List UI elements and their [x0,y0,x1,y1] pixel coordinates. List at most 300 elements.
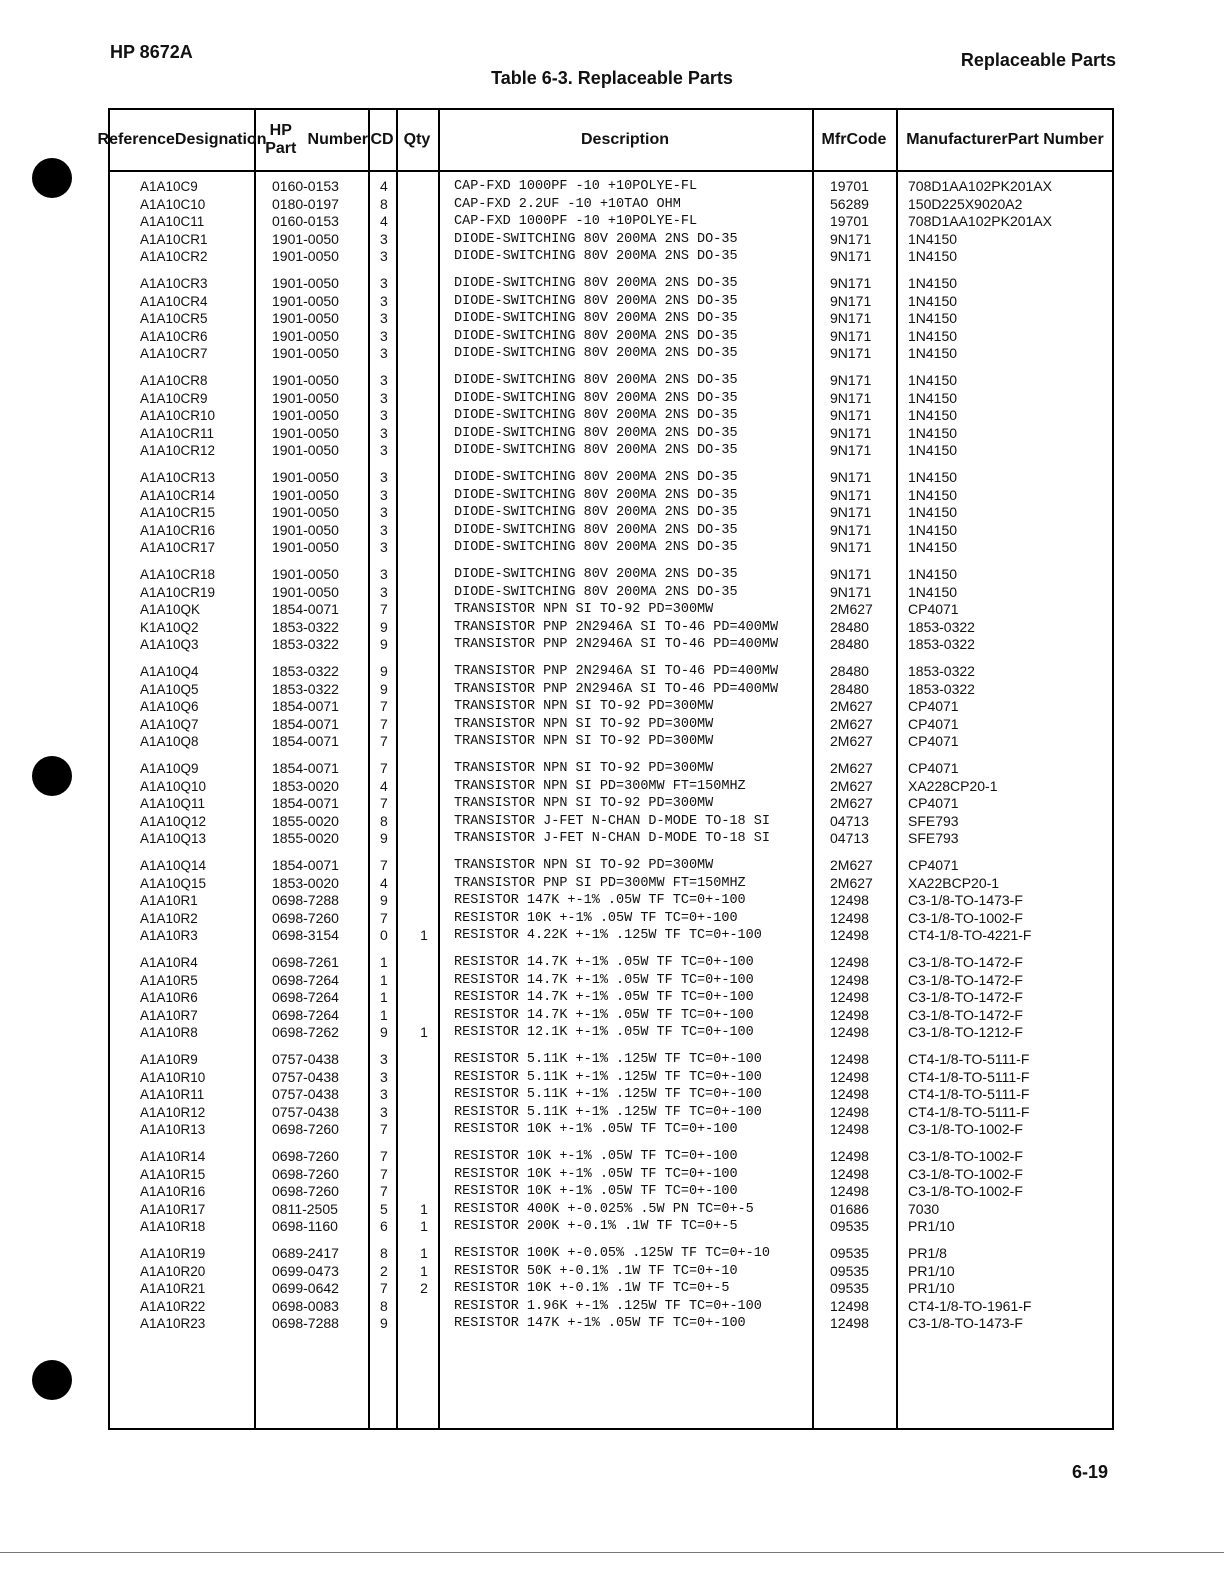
mfr-code-cell: 56289 [830,195,869,212]
description-cell: DIODE-SWITCHING 80V 200MA 2NS DO-35 [454,522,738,538]
table-row [110,275,1112,293]
ref-designation-cell: A1A10R18 [140,1219,206,1235]
description-cell: DIODE-SWITCHING 80V 200MA 2NS DO-35 [454,567,738,582]
hp-part-number-cell: 1855-0020 [272,812,339,829]
mfr-part-number-cell: C3-1/8-TO-1473-F [908,892,1023,909]
table-row [110,407,1112,425]
mfr-code-cell: 9N171 [830,583,872,600]
hp-part-number-cell: 0698-7264 [272,1006,339,1023]
table-row [110,1069,1112,1087]
description-cell: RESISTOR 200K +-0.1% .1W TF TC=0+-5 [454,1219,738,1235]
section-header: Replaceable Parts [960,50,1116,70]
mfr-code-cell: 09535 [830,1280,869,1297]
ref-designation-cell: A1A10Q5 [140,681,199,697]
table-row [110,1086,1112,1104]
quantity-cell: 1 [420,1245,428,1261]
check-digit-cell: 4 [380,178,388,194]
table-row [110,1201,1112,1219]
check-digit-cell: 9 [380,663,388,679]
table-row [110,1148,1112,1166]
mfr-part-number-cell: CT4-1/8-TO-4221-F [908,927,1032,944]
ref-designation-cell: A1A10R17 [140,1201,206,1217]
quantity-cell: 2 [420,1280,428,1297]
table-row [110,328,1112,346]
table-row [110,813,1112,831]
hp-part-number-cell: 1901-0050 [272,248,339,265]
check-digit-cell: 7 [380,601,388,618]
mfr-part-number-cell: PR1/10 [908,1218,955,1235]
check-digit-cell: 3 [380,345,388,362]
mfr-code-cell: 19701 [830,178,869,194]
ref-designation-cell: A1A10Q10 [140,778,207,794]
mfr-code-cell: 9N171 [830,310,872,327]
mfr-part-number-cell: CP4071 [908,601,959,618]
hp-part-number-cell: 0699-0473 [272,1262,339,1279]
description-cell: CAP-FXD 1000PF -10 +10POLYE-FL [454,214,698,230]
ref-designation-cell: A1A10CR11 [140,425,215,441]
description-cell: RESISTOR 4.22K +-1% .125W TF TC=0+-100 [454,928,762,944]
mfr-part-number-cell: CP4071 [908,795,959,812]
table-row [110,875,1112,893]
mfr-part-number-cell: C3-1/8-TO-1002-F [908,909,1023,926]
check-digit-cell: 7 [380,1165,388,1182]
description-cell: TRANSISTOR NPN SI TO-92 PD=300MW [454,734,714,750]
check-digit-cell: 9 [380,636,388,653]
mfr-part-number-cell: CT4-1/8-TO-5111-F [908,1051,1030,1067]
ref-designation-cell: A1A10R19 [140,1246,206,1261]
description-cell: RESISTOR 12.1K +-1% .05W TF TC=0+-100 [454,1025,754,1041]
description-cell: RESISTOR 10K +-1% .05W TF TC=0+-100 [454,1122,738,1138]
ref-designation-cell: A1A10QK [140,602,201,618]
ref-designation-cell: A1A10CR4 [140,293,208,309]
check-digit-cell: 9 [380,680,388,697]
binder-hole [32,1360,72,1400]
check-digit-cell: 9 [380,618,388,635]
check-digit-cell: 3 [380,583,388,600]
ref-designation-cell: A1A10R1 [140,893,198,909]
hp-part-number-cell: 0757-0438 [272,1051,339,1067]
ref-designation-cell: A1A10CR19 [140,584,216,600]
hp-part-number-cell: 1901-0050 [272,424,339,441]
mfr-code-cell: 9N171 [830,566,872,582]
ref-designation-cell: A1A10CR14 [140,487,216,503]
table-row [110,1051,1112,1069]
ref-designation-cell: A1A10CR18 [140,567,216,582]
description-cell: RESISTOR 5.11K +-1% .125W TF TC=0+-100 [454,1104,762,1120]
table-row [110,857,1112,875]
mfr-code-cell: 9N171 [830,275,872,291]
mfr-part-number-cell: 1N4150 [908,521,958,538]
table-row [110,1121,1112,1139]
table-row [110,442,1112,460]
hp-part-number-cell: 1901-0050 [272,327,339,344]
check-digit-cell: 4 [380,213,388,230]
check-digit-cell: 7 [380,715,388,732]
table-row [110,972,1112,990]
description-cell: DIODE-SWITCHING 80V 200MA 2NS DO-35 [454,505,738,521]
hp-part-number-cell: 1853-0322 [272,680,339,697]
check-digit-cell: 7 [380,1148,388,1164]
check-digit-cell: 1 [380,954,388,970]
table-row [110,1280,1112,1298]
table-row [110,1166,1112,1184]
description-cell: RESISTOR 5.11K +-1% .125W TF TC=0+-100 [454,1052,762,1067]
table-row [110,716,1112,734]
hp-part-number-cell: 0698-7264 [272,971,339,988]
hp-part-number-cell: 0811-2505 [272,1200,338,1217]
check-digit-cell: 8 [380,195,388,212]
table-row [110,1218,1112,1236]
mfr-part-number-cell: CT4-1/8-TO-5111-F [908,1068,1030,1085]
description-cell: DIODE-SWITCHING 80V 200MA 2NS DO-35 [454,470,738,485]
mfr-part-number-cell: 1N4150 [908,372,958,388]
table-row [110,178,1112,196]
mfr-part-number-cell: 1N4150 [908,486,958,503]
table-row [110,989,1112,1007]
description-cell: TRANSISTOR NPN SI PD=300MW FT=150MHZ [454,778,746,794]
mfr-part-number-cell: 1853-0322 [908,636,975,653]
mfr-code-cell: 9N171 [830,539,872,556]
mfr-code-cell: 19701 [830,213,869,230]
mfr-part-number-cell: SFE793 [908,812,959,829]
table-row [110,196,1112,214]
hp-part-number-cell: 0698-7261 [272,954,339,970]
ref-designation-cell: A1A10R16 [140,1184,206,1200]
check-digit-cell: 4 [380,874,388,891]
description-cell: DIODE-SWITCHING 80V 200MA 2NS DO-35 [454,540,738,556]
check-digit-cell: 9 [380,1024,388,1041]
hp-part-number-cell: 1855-0020 [272,830,339,847]
ref-designation-cell: A1A10R4 [140,955,198,970]
hp-part-number-cell: 0160-0153 [272,178,339,194]
check-digit-cell: 1 [380,1006,388,1023]
ref-designation-cell: A1A10R8 [140,1025,198,1041]
hp-part-number-cell: 1901-0050 [272,275,339,291]
mfr-part-number-cell: 1N4150 [908,407,958,424]
col-header-reference: Reference Designation [97,131,267,148]
mfr-code-cell: 2M627 [830,760,873,776]
hp-part-number-cell: 0698-7288 [272,1315,339,1332]
check-digit-cell: 3 [380,539,388,556]
check-digit-cell: 3 [380,389,388,406]
check-digit-cell: 3 [380,424,388,441]
ref-designation-cell: A1A10CR6 [140,328,208,344]
hp-part-number-cell: 1854-0071 [272,795,339,812]
mfr-part-number-cell: 1N4150 [908,345,958,362]
table-row [110,636,1112,654]
hp-part-number-cell: 1901-0050 [272,389,339,406]
check-digit-cell: 0 [380,927,388,944]
check-digit-cell: 7 [380,698,388,715]
ref-designation-cell: A1A10C10 [140,196,206,212]
check-digit-cell: 3 [380,407,388,424]
table-row [110,213,1112,231]
table-row [110,1315,1112,1333]
description-cell: DIODE-SWITCHING 80V 200MA 2NS DO-35 [454,231,738,247]
description-cell: RESISTOR 14.7K +-1% .05W TF TC=0+-100 [454,955,754,970]
mfr-part-number-cell: 1N4150 [908,539,958,556]
mfr-part-number-cell: 150D225X9020A2 [908,195,1023,212]
ref-designation-cell: A1A10R7 [140,1007,198,1023]
check-digit-cell: 8 [380,812,388,829]
table-row [110,504,1112,522]
mfr-part-number-cell: CP4071 [908,733,959,750]
check-digit-cell: 3 [380,275,388,291]
ref-designation-cell: A1A10R22 [140,1298,206,1314]
description-cell: DIODE-SWITCHING 80V 200MA 2NS DO-35 [454,276,738,291]
table-row [110,1024,1112,1042]
hp-part-number-cell: 1901-0050 [272,345,339,362]
mfr-code-cell: 12498 [830,1068,869,1085]
ref-designation-cell: A1A10CR2 [140,249,208,265]
description-cell: TRANSISTOR J-FET N-CHAN D-MODE TO-18 SI [454,813,770,829]
ref-designation-cell: A1A10R3 [140,928,198,944]
description-cell: TRANSISTOR PNP 2N2946A SI TO-46 PD=400MW [454,619,779,635]
mfr-code-cell: 12498 [830,1086,869,1103]
hp-part-number-cell: 1901-0050 [272,407,339,424]
check-digit-cell: 7 [380,760,388,776]
mfr-code-cell: 12498 [830,892,869,909]
check-digit-cell: 3 [380,442,388,459]
mfr-part-number-cell: CP4071 [908,857,959,873]
hp-part-number-cell: 1901-0050 [272,292,339,309]
check-digit-cell: 3 [380,1103,388,1120]
table-row [110,539,1112,557]
table-row [110,954,1112,972]
check-digit-cell: 3 [380,486,388,503]
mfr-code-cell: 01686 [830,1200,869,1217]
hp-part-number-cell: 1901-0050 [272,442,339,459]
description-cell: TRANSISTOR NPN SI TO-92 PD=300MW [454,699,714,715]
ref-designation-cell: A1A10R20 [140,1263,206,1279]
check-digit-cell: 3 [380,230,388,247]
mfr-part-number-cell: C3-1/8-TO-1472-F [908,954,1023,970]
quantity-cell: 1 [420,1262,428,1279]
mfr-part-number-cell: 1853-0322 [908,618,975,635]
description-cell: TRANSISTOR NPN SI TO-92 PD=300MW [454,716,714,732]
mfr-part-number-cell: 708D1AA102PK201AX [908,178,1052,194]
ref-designation-cell: A1A10R12 [140,1104,206,1120]
quantity-cell: 1 [420,1200,428,1217]
ref-designation-cell: A1A10Q8 [140,734,199,750]
check-digit-cell: 6 [380,1218,388,1235]
mfr-code-cell: 9N171 [830,345,872,362]
mfr-code-cell: 2M627 [830,601,873,618]
mfr-code-cell: 2M627 [830,795,873,812]
hp-part-number-cell: 0757-0438 [272,1068,339,1085]
mfr-part-number-cell: 1853-0322 [908,680,975,697]
table-row [110,601,1112,619]
mfr-code-cell: 12498 [830,1121,869,1138]
mfr-code-cell: 28480 [830,636,869,653]
hp-part-number-cell: 0698-7264 [272,989,339,1006]
check-digit-cell: 7 [380,857,388,873]
ref-designation-cell: A1A10Q14 [140,858,207,873]
col-header-qty: Qty [403,131,431,148]
mfr-part-number-cell: CT4-1/8-TO-5111-F [908,1103,1030,1120]
mfr-part-number-cell: C3-1/8-TO-1472-F [908,1006,1023,1023]
hp-part-number-cell: 1853-0020 [272,874,339,891]
mfr-code-cell: 9N171 [830,372,872,388]
description-cell: TRANSISTOR NPN SI TO-92 PD=300MW [454,858,714,873]
mfr-code-cell: 9N171 [830,424,872,441]
check-digit-cell: 3 [380,1086,388,1103]
mfr-part-number-cell: 1N4150 [908,442,958,459]
mfr-code-cell: 12498 [830,1006,869,1023]
mfr-code-cell: 2M627 [830,715,873,732]
hp-part-number-cell: 1901-0050 [272,310,339,327]
description-cell: CAP-FXD 1000PF -10 +10POLYE-FL [454,179,698,194]
mfr-code-cell: 12498 [830,1297,869,1314]
table-row [110,231,1112,249]
quantity-cell: 1 [420,927,428,944]
description-cell: TRANSISTOR NPN SI TO-92 PD=300MW [454,761,714,776]
mfr-code-cell: 09535 [830,1262,869,1279]
check-digit-cell: 1 [380,971,388,988]
table-row [110,927,1112,945]
hp-part-number-cell: 0698-7288 [272,892,339,909]
mfr-part-number-cell: 1N4150 [908,327,958,344]
mfr-part-number-cell: PR1/10 [908,1262,955,1279]
description-cell: RESISTOR 400K +-0.025% .5W PN TC=0+-5 [454,1201,754,1217]
check-digit-cell: 3 [380,469,388,485]
hp-part-number-cell: 1854-0071 [272,715,339,732]
mfr-code-cell: 12498 [830,989,869,1006]
description-cell: RESISTOR 14.7K +-1% .05W TF TC=0+-100 [454,990,754,1006]
mfr-part-number-cell: C3-1/8-TO-1212-F [908,1024,1023,1041]
mfr-code-cell: 09535 [830,1245,869,1261]
mfr-part-number-cell: 7030 [908,1200,940,1217]
table-row [110,248,1112,266]
quantity-cell: 1 [420,1218,428,1235]
table-row [110,681,1112,699]
description-cell: RESISTOR 14.7K +-1% .05W TF TC=0+-100 [454,972,754,988]
ref-designation-cell: A1A10C9 [140,179,198,194]
ref-designation-cell: A1A10R21 [140,1281,206,1297]
hp-part-number-cell: 1901-0050 [272,230,339,247]
binder-hole [32,158,72,198]
table-row [110,469,1112,487]
mfr-code-cell: 9N171 [830,230,872,247]
hp-part-number-cell: 0160-0153 [272,213,339,230]
mfr-part-number-cell: 1N4150 [908,275,958,291]
hp-part-number-cell: 1854-0071 [272,698,339,715]
ref-designation-cell: A1A10CR3 [140,276,208,291]
check-digit-cell: 9 [380,892,388,909]
ref-designation-cell: A1A10R15 [140,1166,206,1182]
mfr-part-number-cell: C3-1/8-TO-1002-F [908,1148,1023,1164]
check-digit-cell: 7 [380,795,388,812]
mfr-part-number-cell: 1N4150 [908,310,958,327]
ref-designation-cell: A1A10CR9 [140,390,208,406]
mfr-code-cell: 9N171 [830,469,872,485]
description-cell: CAP-FXD 2.2UF -10 +10TAO OHM [454,196,681,212]
check-digit-cell: 7 [380,1121,388,1138]
table-title: Table 6-3. Replaceable Parts [491,68,733,88]
mfr-part-number-cell: 1N4150 [908,230,958,247]
description-cell: RESISTOR 10K +-0.1% .1W TF TC=0+-5 [454,1281,730,1297]
check-digit-cell: 2 [380,1262,388,1279]
mfr-code-cell: 2M627 [830,874,873,891]
ref-designation-cell: A1A10Q15 [140,875,207,891]
mfr-part-number-cell: CP4071 [908,715,959,732]
check-digit-cell: 3 [380,248,388,265]
mfr-code-cell: 9N171 [830,292,872,309]
description-cell: RESISTOR 10K +-1% .05W TF TC=0+-100 [454,1149,738,1164]
check-digit-cell: 3 [380,310,388,327]
ref-designation-cell: A1A10R9 [140,1052,198,1067]
description-cell: RESISTOR 10K +-1% .05W TF TC=0+-100 [454,1166,738,1182]
check-digit-cell: 3 [380,327,388,344]
hp-part-number-cell: 1853-0322 [272,663,339,679]
description-cell: RESISTOR 14.7K +-1% .05W TF TC=0+-100 [454,1007,754,1023]
ref-designation-cell: A1A10R11 [140,1087,205,1103]
ref-designation-cell: A1A10R23 [140,1316,206,1332]
hp-part-number-cell: 1901-0050 [272,372,339,388]
mfr-part-number-cell: 1N4150 [908,292,958,309]
ref-designation-cell: A1A10R10 [140,1069,206,1085]
mfr-code-cell: 12498 [830,1148,869,1164]
hp-part-number-cell: 1854-0071 [272,857,339,873]
hp-part-number-cell: 0698-1160 [272,1218,338,1235]
mfr-code-cell: 2M627 [830,857,873,873]
table-row [110,487,1112,505]
ref-designation-cell: A1A10C11 [140,214,205,230]
ref-designation-cell: A1A10R14 [140,1149,206,1164]
mfr-code-cell: 09535 [830,1218,869,1235]
mfr-part-number-cell: SFE793 [908,830,959,847]
mfr-part-number-cell: CP4071 [908,760,959,776]
ref-designation-cell: A1A10Q7 [140,716,199,732]
mfr-code-cell: 2M627 [830,777,873,794]
description-cell: DIODE-SWITCHING 80V 200MA 2NS DO-35 [454,584,738,600]
hp-part-number-cell: 1901-0050 [272,521,339,538]
hp-part-number-cell: 0698-7260 [272,1148,339,1164]
mfr-part-number-cell: PR1/8 [908,1245,947,1261]
mfr-code-cell: 9N171 [830,327,872,344]
description-cell: DIODE-SWITCHING 80V 200MA 2NS DO-35 [454,293,738,309]
mfr-part-number-cell: CT4-1/8-TO-1961-F [908,1297,1032,1314]
table-row [110,310,1112,328]
mfr-code-cell: 9N171 [830,389,872,406]
mfr-code-cell: 12498 [830,971,869,988]
ref-designation-cell: A1A10Q11 [140,796,206,812]
check-digit-cell: 5 [380,1200,388,1217]
hp-part-number-cell: 0180-0197 [272,195,339,212]
table-row [110,619,1112,637]
description-cell: DIODE-SWITCHING 80V 200MA 2NS DO-35 [454,346,738,362]
model-header: HP 8672A [110,42,193,62]
mfr-part-number-cell: 1N4150 [908,583,958,600]
check-digit-cell: 7 [380,733,388,750]
check-digit-cell: 3 [380,1068,388,1085]
table-row [110,425,1112,443]
ref-designation-cell: A1A10CR5 [140,311,208,327]
ref-designation-cell: A1A10CR1 [140,231,208,247]
ref-designation-cell: A1A10Q9 [140,761,199,776]
binder-hole [32,756,72,796]
hp-part-number-cell: 0698-7260 [272,1121,339,1138]
mfr-part-number-cell: XA228CP20-1 [908,777,998,794]
ref-designation-cell: A1A10Q13 [140,831,207,847]
table-row [110,892,1112,910]
table-row [110,345,1112,363]
mfr-code-cell: 9N171 [830,442,872,459]
col-header-cd: C D [370,131,394,148]
ref-designation-cell: A1A10CR7 [140,346,208,362]
mfr-code-cell: 28480 [830,680,869,697]
table-row [110,910,1112,928]
